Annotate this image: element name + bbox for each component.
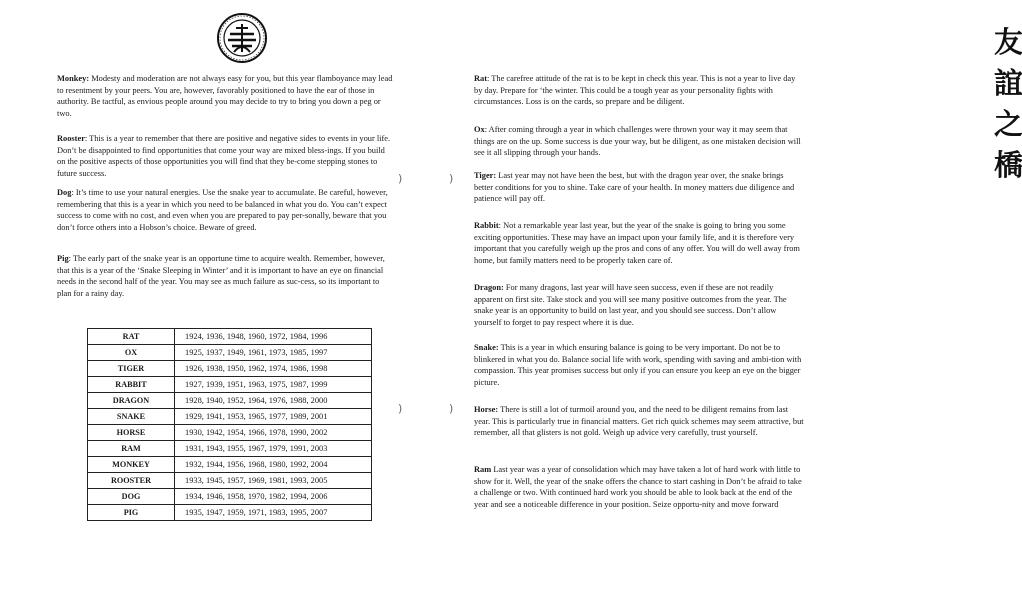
zodiac-years-cell: 1924, 1936, 1948, 1960, 1972, 1984, 1996 [175,329,372,345]
horoscope-horse: Horse: There is still a lot of turmoil around you, and the need to be diligent remains from last year. This is particularly true in financial matters. Get rich quick schemes may seem attractive, but remember, all that glisters is not gold. Weigh up advice very carefully, trust yourself. [474,405,804,438]
zodiac-years-cell: 1933, 1945, 1957, 1969, 1981, 1993, 2005 [175,473,372,489]
zodiac-years-cell: 1934, 1946, 1958, 1970, 1982, 1994, 2006 [175,489,372,505]
table-row [88,329,372,345]
zodiac-years-table [87,328,372,521]
horoscope-rooster: Rooster: This is a year to remember that there are positive and negative sides to events in your life. Don’t be disappointed to find opportunities that come your way are mixed bless-ings. If you build on the positive aspects of those opportunities you will find that they be-come stepping stones to future success. [57,134,391,178]
table-row [88,441,372,457]
horoscope-pig: Pig: The early part of the snake year is an opportune time to acquire wealth. Remember, however, that this is a year of the ‘Snake Sleeping in Winter’ and it is important to have an eye on financial needs in the second half of the year. You may see as much failure as suc-cess, so its important to plan for a rainy day. [57,254,385,298]
horoscope-dog: Dog: It’s time to use your natural energies. Use the snake year to accumulate. Be careful, however, remembering that this is a year in which you need to be balanced in what you do. You can’t expect success to come with no cost, and even when you are prepared to pay per-sonally, beware that you don’t force others into a Hobson’s choice. Beware of greed. [57,188,388,232]
table-row [88,457,372,473]
table-row [88,489,372,505]
zodiac-sign-cell: TIGER [88,361,175,377]
horoscope-rabbit: Rabbit: Not a remarkable year last year, but the year of the snake is going to bring you some exciting opportunities. These may have an impact upon your family life, and it is therefore very important that you carefully weigh up the pros and cons of any offer. You will do well away from home, but family matters need to be properly taken care of. [474,221,800,265]
horoscope-ram: Ram Last year was a year of consolidation which may have taken a lot of hard work with little to show for it. Well, the year of the snake offers the chance to start cashing in Don’t be afraid to take a challenge or two. With continued hard work you should be able to look back at the end of the year and see a noticeable difference in your position. Seize opportu-nity and move forward [474,465,802,509]
table-row [88,361,372,377]
horoscope-tiger: Tiger: Last year may not have been the best, but with the dragon year over, the snake brings better conditions for you to shine. Take care of your health. In money matters due diligence and patience will pay off. [474,171,795,204]
table-row [88,377,372,393]
table-row [88,393,372,409]
zodiac-sign-cell: PIG [88,505,175,521]
zodiac-sign-cell: SNAKE [88,409,175,425]
zodiac-sign-cell: DRAGON [88,393,175,409]
zodiac-years-cell: 1929, 1941, 1953, 1965, 1977, 1989, 2001 [175,409,372,425]
zodiac-years-cell: 1925, 1937, 1949, 1961, 1973, 1985, 1997 [175,345,372,361]
zodiac-sign-cell: OX [88,345,175,361]
table-row [88,425,372,441]
emblem-logo [216,12,268,64]
horoscope-rat: Rat: The carefree attitude of the rat is to be kept in check this year. This is not a year to live day by day. Prepare for ‘the winter. This could be a tough year as your personality fights with circumstances. Loss is on the cards, so prepare and be diligent. [474,74,796,107]
zodiac-sign-cell: RABBIT [88,377,175,393]
table-row [88,473,372,489]
horoscope-dragon: Dragon: For many dragons, last year will have seen success, even if these are not readily apparent on first site. Take stock and you will see many positive outcomes from the year. The snake year is an opportunity to build on last year, and you should see success. Don’t allow yourself to forget to pay respect where it is due. [474,283,787,327]
margin-mark: ) [449,402,454,415]
table-row [88,409,372,425]
zodiac-years-cell: 1935, 1947, 1959, 1971, 1983, 1995, 2007 [175,505,372,521]
margin-mark: ) [398,402,403,415]
left-page [0,0,418,591]
horoscope-snake: Snake: This is a year in which ensuring balance is going to be very important. Do not be to blinkered in what you do. Balance social life with work, spending with saving and ambi-tion with compassion. This year promises success but only if you can ensure you keep an eye on the bigger picture. [474,343,802,387]
zodiac-sign-cell: HORSE [88,425,175,441]
horoscope-ox: Ox: After coming through a year in which challenges were thrown your way it may seem that things are on the up. Some success is due your way, but be diligent, as one mistaken decision will see it all slipping through your hands. [474,125,801,158]
horoscope-monkey: Monkey: Modesty and moderation are not always easy for you, but this year flamboyance may lead to resentment by your peers. You are, however, favorably positioned to have the ear of those in authority. Be tactful, as envious people around you may decide to try to bring you down a peg or two. [57,74,393,118]
zodiac-sign-cell: ROOSTER [88,473,175,489]
zodiac-sign-cell: RAT [88,329,175,345]
zodiac-sign-cell: MONKEY [88,457,175,473]
zodiac-years-cell: 1926, 1938, 1950, 1962, 1974, 1986, 1998 [175,361,372,377]
margin-mark: ) [449,172,454,185]
zodiac-years-cell: 1927, 1939, 1951, 1963, 1975, 1987, 1999 [175,377,372,393]
zodiac-years-cell: 1931, 1943, 1955, 1967, 1979, 1991, 2003 [175,441,372,457]
zodiac-years-cell: 1932, 1944, 1956, 1968, 1980, 1992, 2004 [175,457,372,473]
margin-mark: ) [398,172,403,185]
zodiac-years-cell: 1930, 1942, 1954, 1966, 1978, 1990, 2002 [175,425,372,441]
brand-title: 友誼之橋 [994,25,1022,182]
zodiac-years-cell: 1928, 1940, 1952, 1964, 1976, 1988, 2000 [175,393,372,409]
zodiac-sign-cell: RAM [88,441,175,457]
table-row [88,505,372,521]
table-row [88,345,372,361]
zodiac-sign-cell: DOG [88,489,175,505]
